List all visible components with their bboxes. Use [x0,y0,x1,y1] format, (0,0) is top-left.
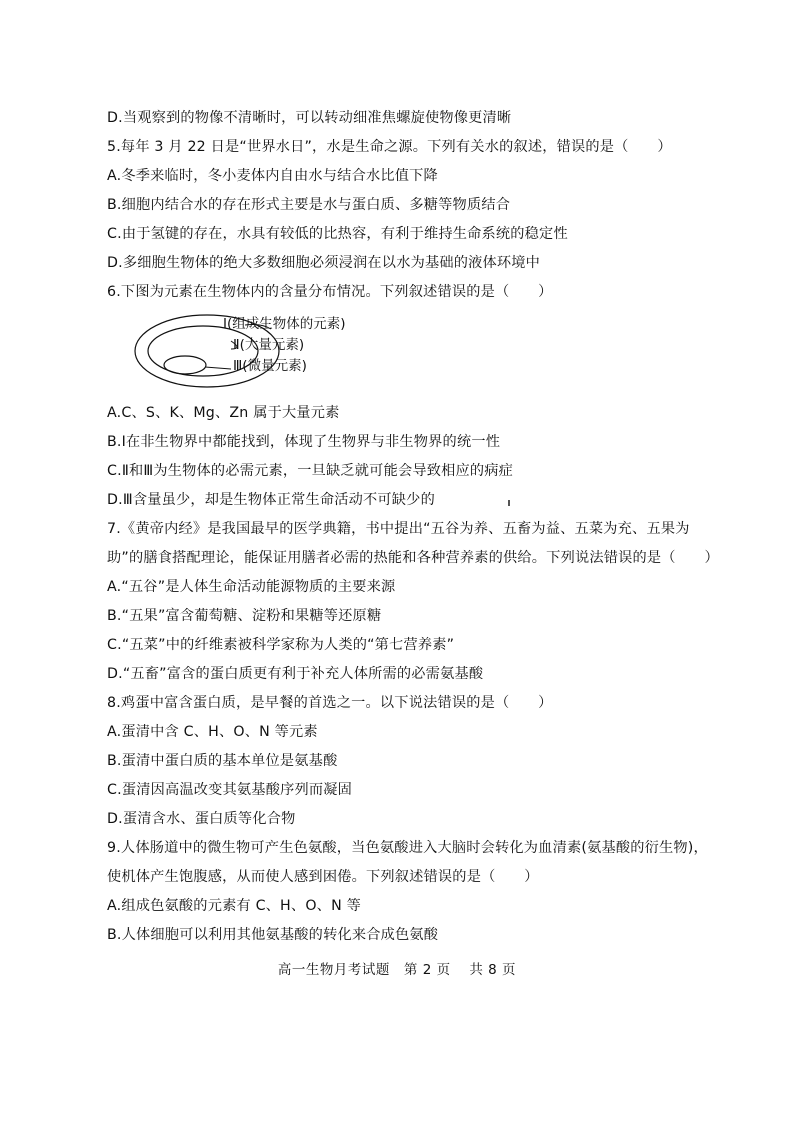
element-content-diagram [121,309,381,391]
scan-mark [508,500,510,506]
text-line: B.细胞内结合水的存在形式主要是水与蛋白质、多糖等物质结合 [107,197,511,213]
set-III-ellipse [164,356,206,374]
page-footer: 高一生物月考试题 第 2 页 共 8 页 [277,962,517,978]
text-line: D.Ⅲ含量虽少，却是生物体正常生命活动不可缺少的 [107,492,435,508]
text-line: D.蛋清含水、蛋白质等化合物 [107,811,296,827]
text-line: B.人体细胞可以利用其他氨基酸的转化来合成色氨酸 [107,927,439,943]
text-line: 9.人体肠道中的微生物可产生色氨酸，当色氨酸进入大脑时会转化为血清素(氨基酸的衍生物)， [107,840,708,856]
text-line: A.组成色氨酸的元素有 C、H、O、N 等 [107,898,361,914]
text-line: 5.每年 3 月 22 日是“世界水日”，水是生命之源。下列有关水的叙述，错误的是（ ） [107,139,672,155]
text-line: A.“五谷”是人体生命活动能源物质的主要来源 [107,579,396,595]
label-III: Ⅲ(微量元素) [233,358,307,374]
label-II: Ⅱ(大量元素) [233,337,305,353]
text-line: C.Ⅱ和Ⅲ为生物体的必需元素，一旦缺乏就可能会导致相应的病症 [107,463,514,479]
text-line: C.“五菜”中的纤维素被科学家称为人类的“第七营养素” [107,637,455,653]
text-line: 助”的膳食搭配理论，能保证用膳者必需的热能和各种营养素的供给。下列说法错误的是（ ） [107,550,719,566]
text-line: D.“五畜”富含的蛋白质更有利于补充人体所需的必需氨基酸 [107,666,484,682]
text-line: 6.下图为元素在生物体内的含量分布情况。下列叙述错误的是（ ） [107,284,553,300]
text-line: B.蛋清中蛋白质的基本单位是氨基酸 [107,753,338,769]
text-line: 8.鸡蛋中富含蛋白质，是早餐的首选之一。以下说法错误的是（ ） [107,695,553,711]
leader-line-III [205,367,231,369]
question-content [107,104,719,950]
text-line: B.“五果”富含葡萄糖、淀粉和果糖等还原糖 [107,608,382,624]
text-line: D.当观察到的物像不清晰时，可以转动细准焦螺旋使物像更清晰 [107,110,512,126]
text-line: D.多细胞生物体的绝大多数细胞必须浸润在以水为基础的液体环境中 [107,255,541,271]
text-line: C.由于氢键的存在，水具有较低的比热容，有利于维持生命系统的稳定性 [107,226,568,242]
text-line: A.冬季来临时，冬小麦体内自由水与结合水比值下降 [107,168,438,184]
text-line: C.蛋清因高温改变其氨基酸序列而凝固 [107,782,353,798]
text-line: 7.《黄帝内经》是我国最早的医学典籍，书中提出“五谷为养、五畜为益、五菜为充、五果为 [107,521,690,537]
text-line: A.C、S、K、Mg、Zn 属于大量元素 [107,405,340,421]
text-line: 使机体产生饱腹感，从而使人感到困倦。下列叙述错误的是（ ） [107,869,539,885]
text-line: B.Ⅰ在非生物界中都能找到，体现了生物界与非生物界的统一性 [107,434,501,450]
label-I: Ⅰ(组成生物体的元素) [223,316,346,332]
text-line: A.蛋清中含 C、H、O、N 等元素 [107,724,318,740]
